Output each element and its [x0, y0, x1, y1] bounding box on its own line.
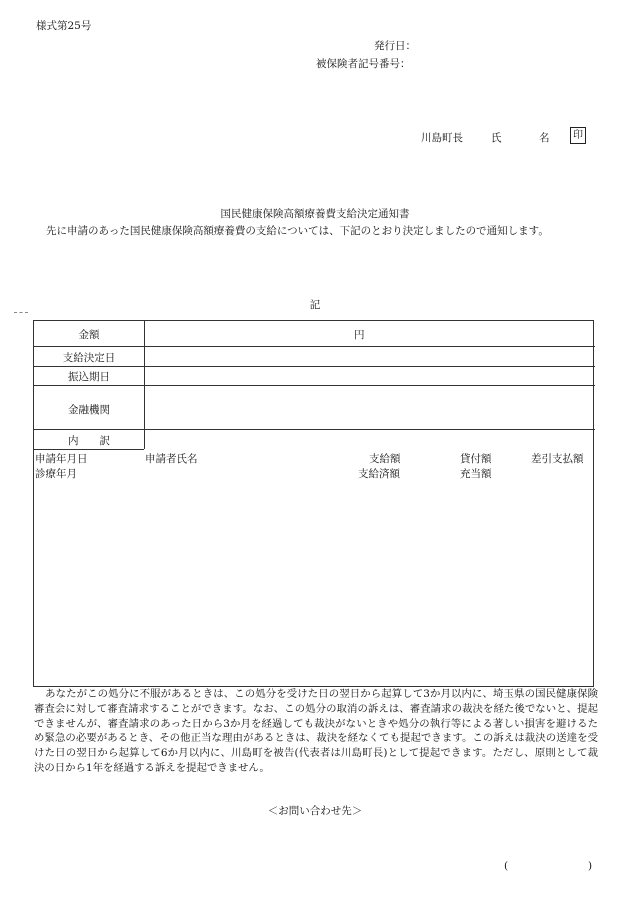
- payment-amount-header: 支給額: [369, 453, 401, 465]
- row-divider: [34, 366, 595, 367]
- row-divider: [34, 346, 595, 347]
- net-payment-header: 差引支払額: [531, 453, 584, 465]
- paid-amount-header: 支給済額: [358, 468, 400, 480]
- name-label-shi: 氏: [491, 132, 502, 144]
- row-divider: [34, 449, 144, 450]
- amount-unit: 円: [354, 329, 365, 341]
- decision-date-label: 支給決定日: [62, 352, 116, 364]
- contact-paren-close: ): [588, 860, 593, 872]
- amount-label: 金額: [78, 329, 100, 341]
- loan-amount-header: 貸付額: [460, 453, 492, 465]
- application-date-header: 申請年月日: [35, 453, 88, 465]
- bank-label: 金融機関: [68, 404, 110, 416]
- applied-amount-header: 充当額: [460, 468, 492, 480]
- document-title: 国民健康保険高額療養費支給決定通知書: [220, 208, 410, 220]
- appeal-notice-text: あなたがこの処分に不服があるときは、この処分を受けた日の翌日から起算して3か月以内に、埼玉県の国民健康保険審査会に対して審査請求することができます。なお、この処分の取消の訴えは、審査請求の裁決を経た後でないと、提起できませんが、審査請求のあった日から3か月を経過しても裁決がないときや処分の執行等による著しい損害を避けるため緊急の必要があるとき、その他正当な理由があるときは、裁決を経なくても提起できます。この訴えは裁決の送達を受けた日の翌日から起算して6か月以内に、川島町を被告(代表者は川島町長)として提起できます。ただし、原則として裁決の日から1年を経過する訴えを提起できません。: [34, 688, 598, 774]
- insured-number-label: 被保険者記号番号：: [316, 58, 411, 70]
- contact-paren-open: (: [504, 860, 509, 872]
- row-divider: [34, 385, 595, 386]
- ki-heading: 記: [309, 299, 321, 311]
- form-number: 様式第25号: [36, 20, 92, 32]
- treatment-month-header: 診療年月: [35, 468, 77, 480]
- name-label-mei: 名: [539, 132, 550, 144]
- mayor-label: 川島町長: [421, 132, 463, 144]
- appeal-notice: [34, 687, 598, 776]
- intro-text: 先に申請のあった国民健康保険高額療養費の支給については、下記のとおり決定しましたので通知します。: [46, 225, 549, 237]
- applicant-name-header: 申請者氏名: [145, 453, 198, 465]
- transfer-date-label: 振込期日: [68, 371, 110, 383]
- breakdown-label: 内 訳: [68, 435, 110, 447]
- row-divider: [34, 429, 595, 430]
- payment-form-table: [33, 320, 594, 687]
- margin-dash: [14, 312, 28, 313]
- seal-box: 印: [570, 127, 586, 144]
- column-divider: [144, 321, 145, 449]
- contact-label: ＜お問い合わせ先＞: [267, 805, 363, 817]
- issue-date-label: 発行日：: [374, 40, 416, 52]
